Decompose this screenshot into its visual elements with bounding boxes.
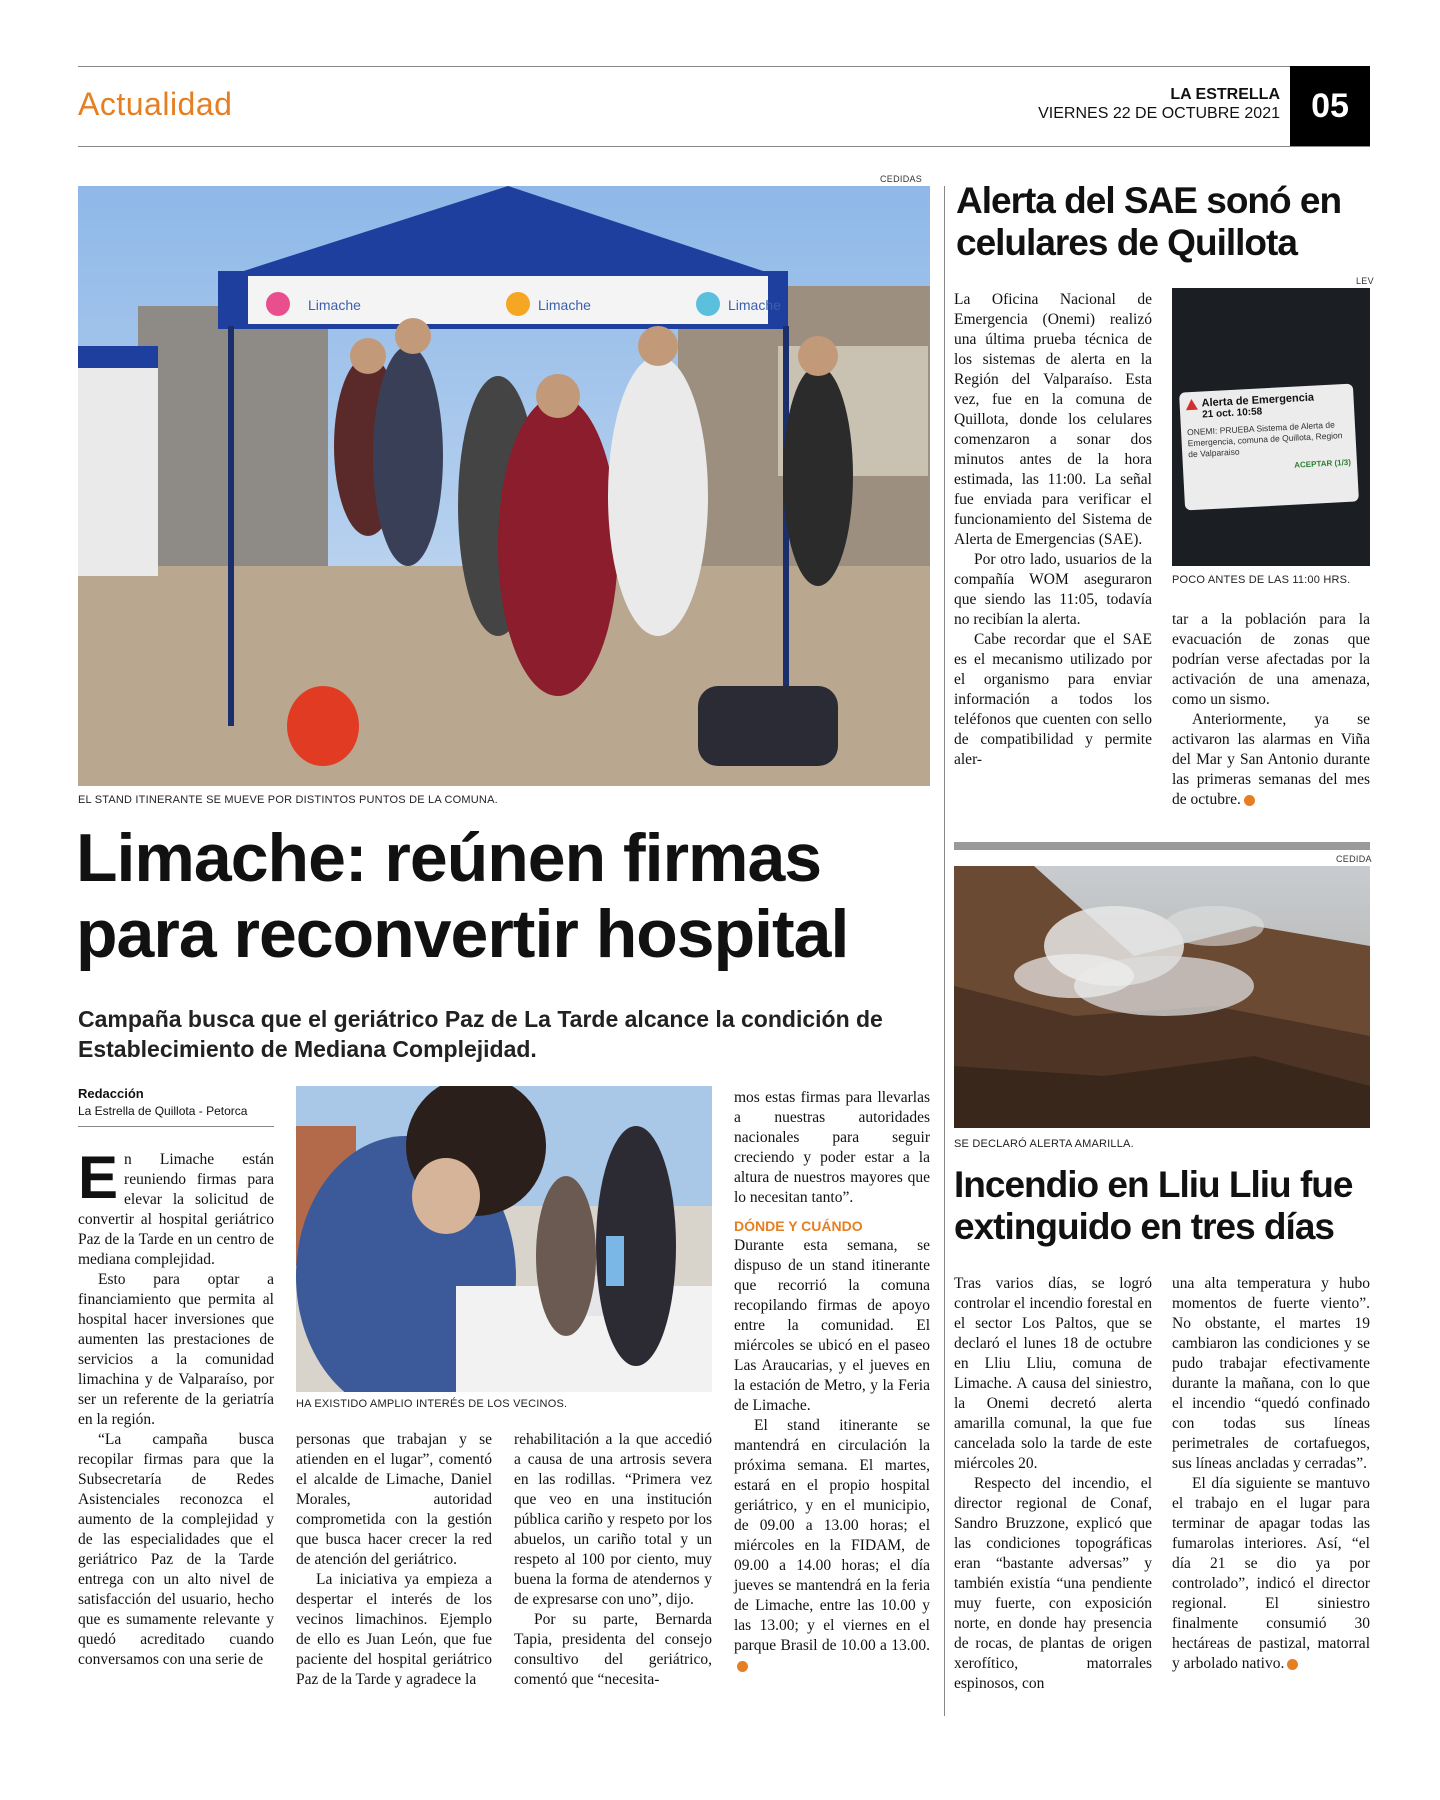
phone-alert-accept: ACEPTAR (1/3) (1294, 457, 1352, 470)
fire-section-bar (954, 842, 1370, 850)
phone-alert-dialog (1179, 384, 1359, 511)
main-column-4 (734, 1088, 930, 1676)
main-headline: Limache: reúnen firmas para reconvertir hospital (76, 820, 849, 972)
newspaper-name: LA ESTRELLA (1170, 86, 1280, 103)
byline: Redacción (78, 1086, 144, 1101)
phone-alert-photo (1172, 288, 1370, 566)
main-col3-p1: rehabilitación a la que accedió a causa de una artrosis severa en las rodillas. “Primera vez que veo en una institución pública cariño y respeto por los abuelos, un cariño total y un respeto al 100 por ciento, muy buena la forma de atendernos y de expresarse con uno”, dijo. (514, 1431, 712, 1608)
main-col2-p2: La iniciativa ya empieza a despertar el interés de los vecinos limachinos. Ejemplo de ello es Juan León, que fue paciente del hospital geriátrico Paz de la Tarde y agradece la (296, 1571, 492, 1688)
fire-col1-p2: Respecto del incendio, el director regional de Conaf, Sandro Bruzzone, explicó que las condiciones topográficas eran “bastante adversas” y también existía “una pendiente muy fuerte, con exposición norte, en donde hay presencia de rocas, de plantas de origen xerofítico, matorrales espinosos, con (954, 1475, 1152, 1692)
main-photo-credit: CEDIDAS (880, 174, 923, 184)
fire-col1-p1: Tras varios días, se logró controlar el incendio forestal en el sector Los Paltos, que se declaró el lunes 18 de octubre en Lliu Lliu, comuna de Limache. A causa del siniestro, la Onemi decretó alerta amarilla comunal, la que fue cancelada solo la tarde de este miércoles 20. (954, 1275, 1152, 1472)
orange-circle-icon (737, 1661, 748, 1672)
sae-col2-p1: tar a la población para la evacuación de zonas que podrían verse afectadas por la activación de una amenaza, como un sismo. (1172, 611, 1370, 708)
header-bottom-rule (78, 146, 1370, 147)
tent-brand-text: Limache (728, 297, 781, 313)
byline-rule (78, 1126, 274, 1127)
main-col1-p3: “La campaña busca recopilar firmas para que la Subsecretaría de Redes Asistenciales reconozca el aumento de la complejidad y de las especialidades que el geriátrico Paz de la Tarde entrega con un alto nivel de satisfacción del usuario, hecho que es sumamente relevante y quedó acreditado cuando conversamos con una serie de (78, 1431, 274, 1668)
phone-alert-body: ONEMI: PRUEBA Sistema de Alerta de Emergencia, comuna de Quillota, Region de Valparaiso (1186, 419, 1343, 460)
issue-date: VIERNES 22 DE OCTUBRE 2021 (1038, 105, 1280, 122)
fire-photo-caption: SE DECLARÓ ALERTA AMARILLA. (954, 1138, 1134, 1150)
main-col1-p1: n Limache están reuniendo firmas para elevar la solicitud de convertir al hospital geriátrico Paz de la Tarde en un centro de mediana complejidad. (78, 1151, 274, 1268)
main-col4-p1: mos estas firmas para llevarlas a nuestras autoridades nacionales para seguir creciendo y poder estar a la altura de nuestros mayores que lo necesitan tanto”. (734, 1089, 930, 1206)
tent-brand-text: Limache (538, 297, 591, 313)
where-when-subhead: DÓNDE Y CUÁNDO (734, 1218, 863, 1234)
main-column-2 (296, 1430, 492, 1690)
sae-col1-p1: La Oficina Nacional de Emergencia (Onemi) realizó una última prueba técnica de los sistemas de alerta en la Región del Valparaíso. Esta vez, fue en la comuna de Quillota, donde los celulares comenzaron a sonar dos minutos antes de la hora estimada, las 11:00. La señal fue enviada para verificar el funcionamiento del Sistema de Alerta de Emergencias (SAE). (954, 291, 1152, 548)
main-photo-caption: EL STAND ITINERANTE SE MUEVE POR DISTINTOS PUNTOS DE LA COMUNA. (78, 794, 498, 806)
dropcap: E (78, 1144, 119, 1211)
section-title: Actualidad (78, 86, 233, 122)
warning-icon (1185, 398, 1198, 410)
fire-column-1 (954, 1274, 1152, 1694)
main-column-1 (78, 1144, 274, 1670)
fire-headline: Incendio en Lliu Lliu fue extinguido en tres días (954, 1164, 1353, 1247)
main-subhead: Campaña busca que el geriátrico Paz de La Tarde alcance la condición de Establecimiento de Mediana Complejidad. (78, 1006, 883, 1062)
tent-brand-text: Limache (308, 297, 361, 313)
fire-col2-p2: El día siguiente se mantuvo el trabajo en el lugar para terminar de apagar todas las fumarolas interiores. Así, “el día 21 se dio ya por controlado”, indicó el director regional. El siniestro finalmente consumió 30 hectáreas de pastizal, matorral y arbolado nativo. (1172, 1475, 1370, 1672)
byline-org: La Estrella de Quillota - Petorca (78, 1104, 248, 1118)
fire-photo-credit: CEDIDA (1336, 854, 1372, 864)
signing-photo-caption: HA EXISTIDO AMPLIO INTERÉS DE LOS VECINOS. (296, 1398, 568, 1410)
sae-column-2 (1172, 610, 1370, 810)
sae-col2-p2: Anteriormente, ya se activaron las alarmas en Viña del Mar y San Antonio durante las primeras semanas del mes de octubre. (1172, 711, 1370, 808)
main-col2-p1: personas que trabajan y se atienden en el lugar”, comentó el alcalde de Limache, Daniel Morales, autoridad comprometida con la gestión que busca hacer crecer la red de atención del geriátrico. (296, 1431, 492, 1568)
sae-col1-p3: Cabe recordar que el SAE es el mecanismo utilizado por el organismo para enviar información a todos los teléfonos que cuenten con sello de compatibilidad y permite aler- (954, 631, 1152, 768)
fire-col2-p1: una alta temperatura y hubo momentos de fuerte viento”. No obstante, el martes 19 cambiaron las condiciones y se pudo trabajar efectivamente durante la mañana, con lo que el incendio “quedó confinado con todas sus líneas perimetrales de cortafuegos, sus líneas ancladas y cerradas”. (1172, 1275, 1370, 1472)
main-col4-p2: Durante esta semana, se dispuso de un stand itinerante que recorrió la comuna recopilando firmas de apoyo entre la comunidad. El miércoles se ubicó en el paseo Las Araucarias, y el jueves en la estación de Metro, y la Feria de Limache. (734, 1237, 930, 1414)
main-col1-p2: Esto para optar a financiamiento que permita al hospital hacer inversiones que aumenten las prestaciones de servicios a la comunidad limachina y de Valparaíso, por ser un referente de la geriatría en la región. (78, 1271, 274, 1428)
phone-alert-time: 21 oct. 10:58 (1201, 406, 1263, 421)
orange-circle-icon (1287, 1659, 1298, 1670)
main-col3-p2: Por su parte, Bernarda Tapia, presidenta del consejo consultivo del geriátrico, comentó que “necesita- (514, 1611, 712, 1688)
column-separator (944, 186, 945, 1716)
sae-col1-p2: Por otro lado, usuarios de la compañía WOM aseguraron que siendo las 11:05, todavía no recibían la alerta. (954, 551, 1152, 628)
phone-alert-title: Alerta de Emergencia (1201, 391, 1315, 410)
sae-photo-credit: LEV (1356, 276, 1374, 286)
main-column-3 (514, 1430, 712, 1690)
sae-headline: Alerta del SAE sonó en celulares de Quillota (956, 180, 1342, 263)
main-photo (78, 186, 930, 786)
signing-photo (296, 1086, 712, 1392)
sae-column-1 (954, 290, 1152, 770)
top-rule (78, 66, 1370, 67)
orange-circle-icon (1244, 795, 1255, 806)
sae-photo-caption: POCO ANTES DE LAS 11:00 HRS. (1172, 574, 1351, 586)
fire-column-2 (1172, 1274, 1370, 1674)
main-col4-p3: El stand itinerante se mantendrá en circulación la próxima semana. El martes, estará en el propio hospital geriátrico, y en el municipio, de 09.00 a 13.00 horas; el miércoles en la FIDAM, de 09.00 a 14.00 horas; el día jueves se mantendrá en la feria de Limache, entre las 10.00 y las 13.00; y el viernes en el parque Brasil de 10.00 a 13.00. (734, 1417, 930, 1654)
fire-photo (954, 866, 1370, 1128)
page-number: 05 (1290, 66, 1370, 146)
